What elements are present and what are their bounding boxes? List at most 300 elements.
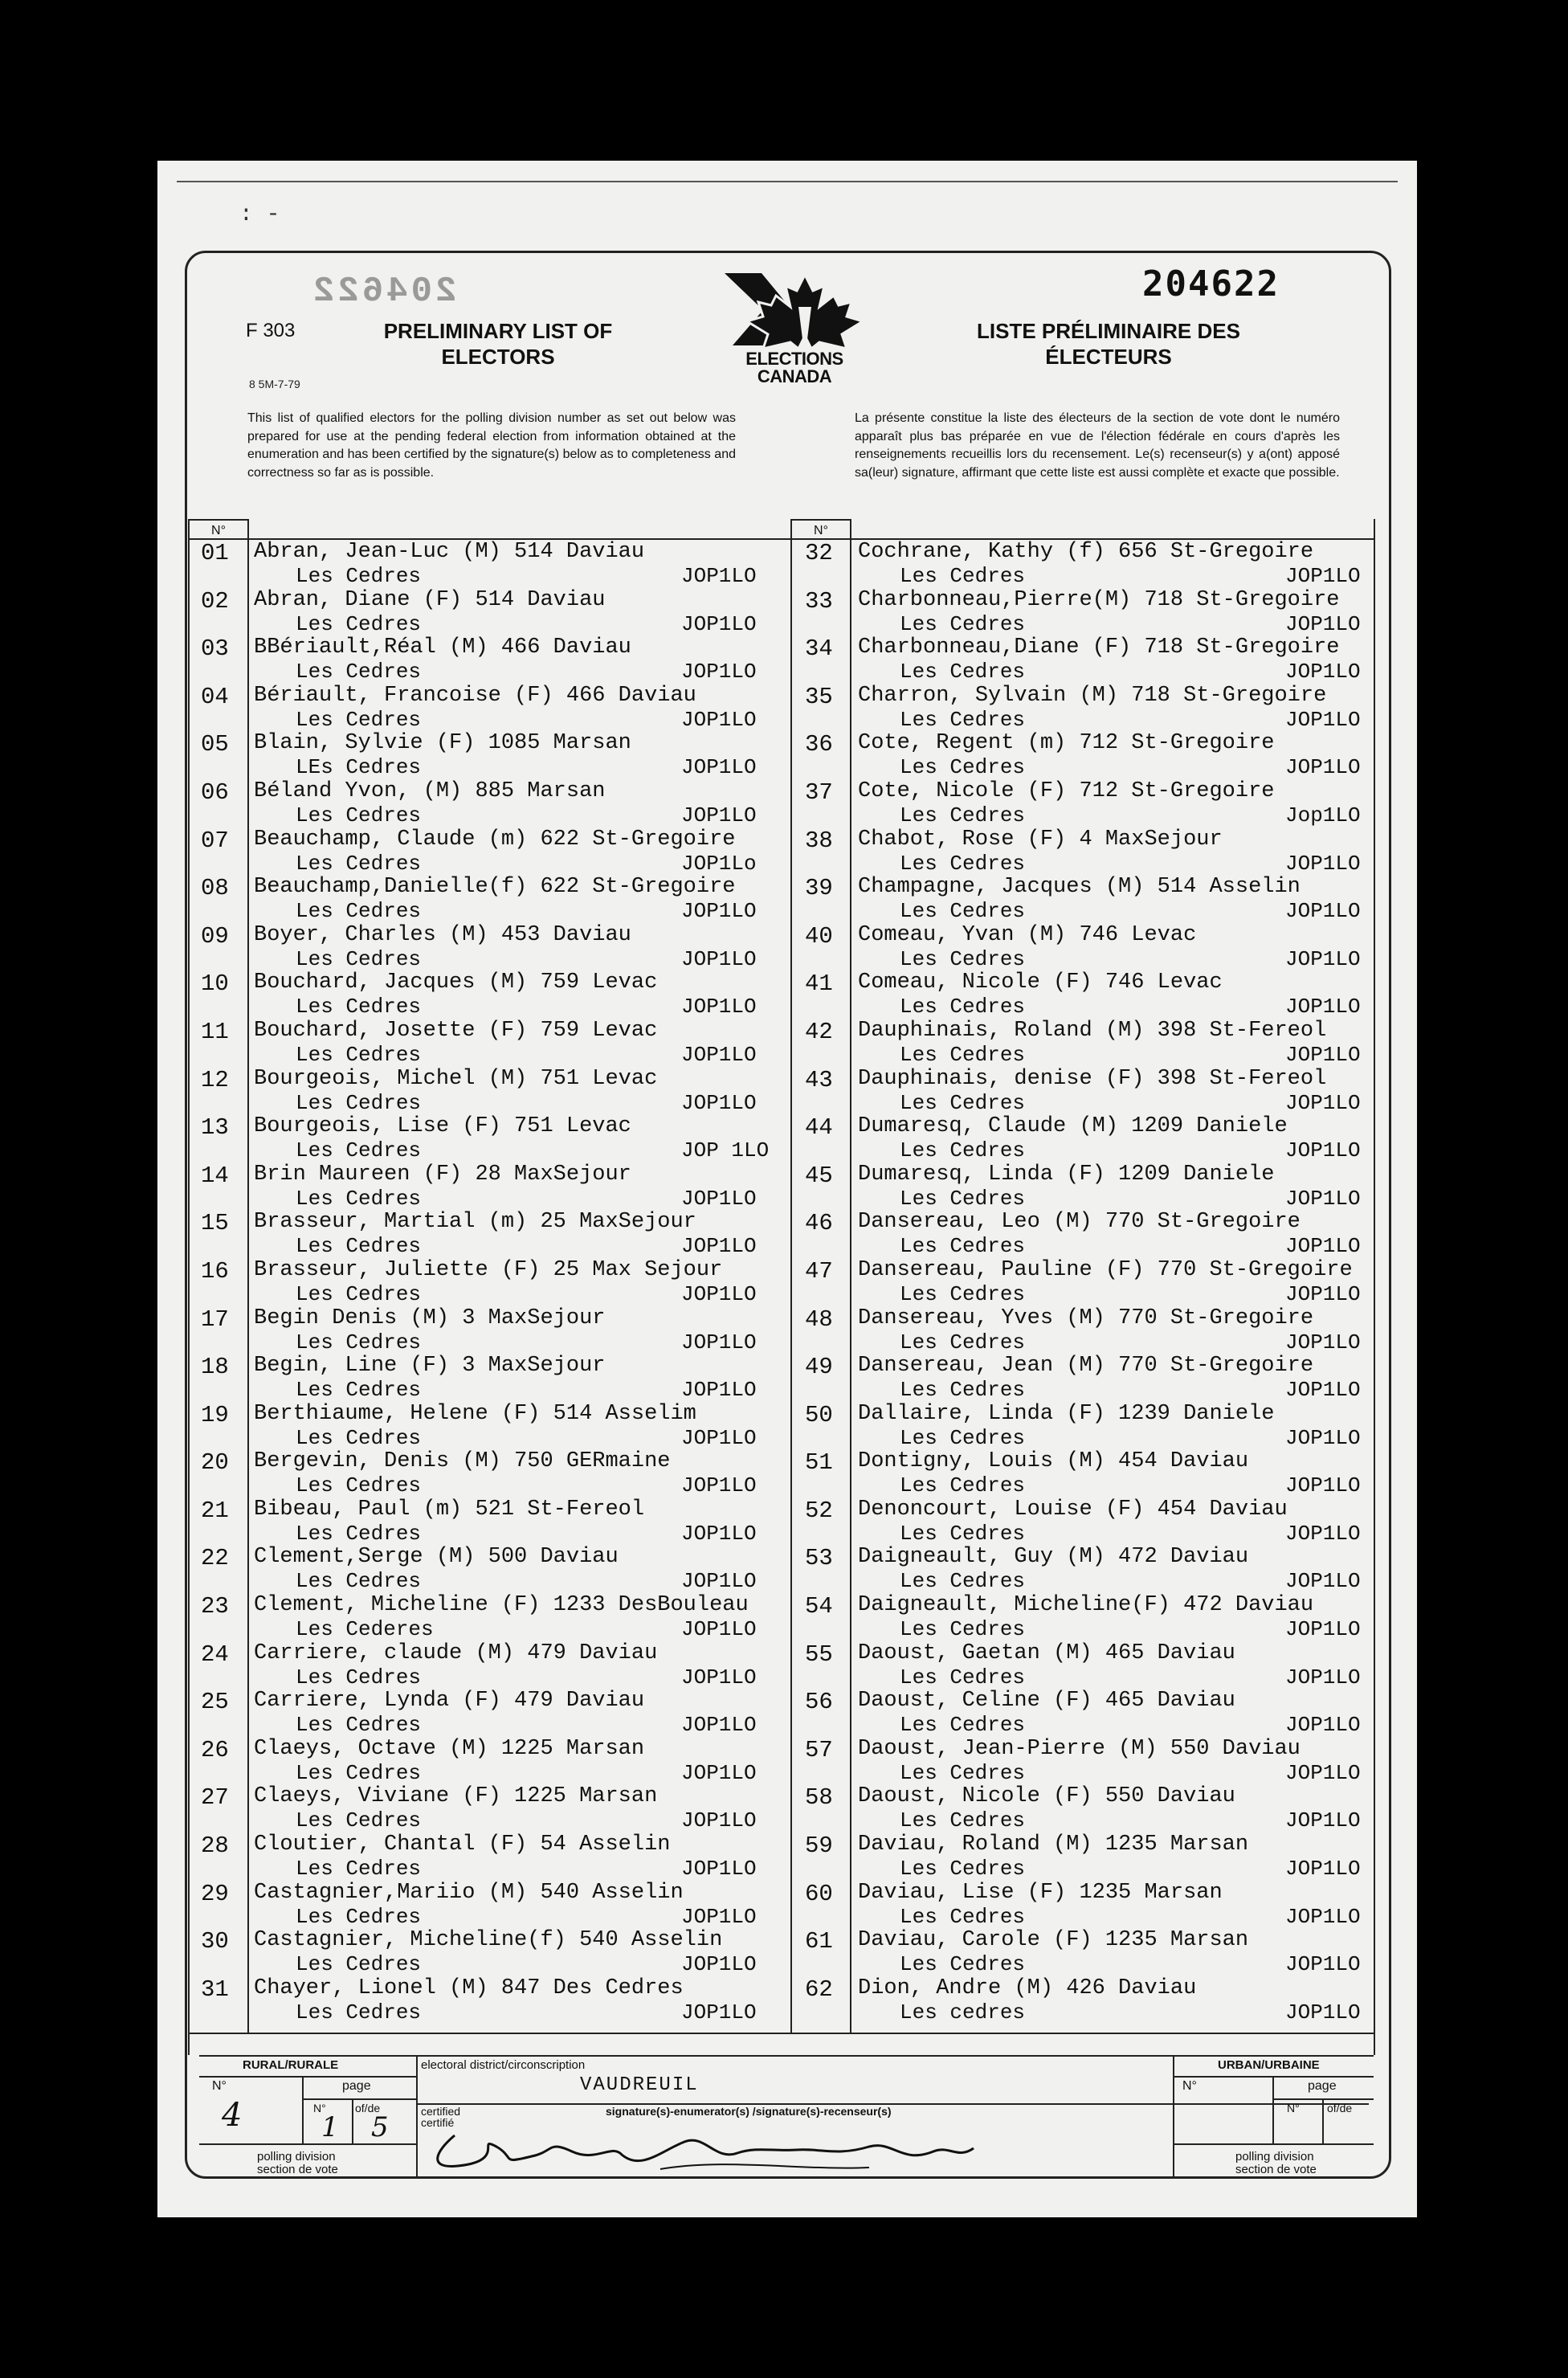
logo-line1: ELECTIONS [745,349,843,369]
elector-postal-code: JOP1LO [1285,1808,1361,1833]
elector-name-address: Champagne, Jacques (M) 514 Asselin [858,875,1301,900]
elector-name-address: Dauphinais, denise (F) 398 St-Fereol [858,1066,1327,1091]
elector-locality: Les Cedres [900,1330,1026,1354]
rural-lower-rule [199,2143,416,2145]
entry-number: 52 [805,1497,833,1524]
elector-name-address: Brin Maureen (F) 28 MaxSejour [254,1162,631,1187]
elector-postal-code: JOP1LO [681,707,757,732]
urban-polling-label-1: polling division [1235,2150,1314,2163]
elector-name-address: Abran, Diane (F) 514 Daviau [254,587,606,612]
elector-name-address: Daigneault, Guy (M) 472 Daviau [858,1545,1249,1570]
urban-no-label: N° [1182,2079,1197,2093]
urban-page-label: page [1308,2079,1337,2093]
elector-postal-code: JOP1LO [681,995,757,1019]
elector-name-address: Dauphinais, Roland (M) 398 St-Fereol [858,1018,1327,1043]
entry-number: 01 [201,540,229,566]
entry-number: 26 [201,1736,229,1763]
elector-postal-code: JOP1LO [681,899,757,924]
rural-page-divider [302,2076,304,2143]
elector-postal-code: JOP1LO [1285,660,1361,684]
urban-page-divider [1272,2076,1274,2143]
elector-locality: Les Cedres [900,1473,1026,1498]
elector-name-address: Cote, Nicole (F) 712 St-Gregoire [858,778,1275,803]
elector-name-address: Brasseur, Martial (m) 25 MaxSejour [254,1210,696,1235]
entry-number: 62 [805,1976,833,2003]
entry-number: 11 [201,1018,229,1045]
entry-number: 06 [201,778,229,806]
elector-locality: Les Cedres [900,1904,1026,1929]
elector-name-address: Claeys, Viviane (F) 1225 Marsan [254,1784,658,1809]
elector-postal-code: JOP1LO [681,1186,757,1211]
entry-number: 09 [201,922,229,950]
elector-postal-code: JOP1LO [681,1665,757,1690]
entry-number: 16 [201,1257,229,1285]
certified-label-1: certified [421,2105,461,2118]
stray-mark: : - [239,202,280,227]
entry-number: 22 [201,1545,229,1572]
elector-locality: Les Cedres [900,1521,1026,1546]
elector-name-address: Comeau, Nicole (F) 746 Levac [858,970,1223,995]
entry-number: 41 [805,970,833,998]
urban-lower-rule [1173,2143,1374,2145]
entry-number: 31 [201,1976,229,2003]
elector-name-address: Carriere, claude (M) 479 Daviau [254,1640,658,1665]
elector-postal-code: JOP1LO [1285,851,1361,876]
elector-locality: Les Cedres [900,1569,1026,1594]
entry-number: 53 [805,1545,833,1572]
rural-of-divider [352,2098,353,2143]
entry-number: 15 [201,1210,229,1237]
entry-number: 57 [805,1736,833,1763]
rural-polling-number: 4 [222,2097,243,2134]
rural-rule [199,2076,416,2078]
entry-number: 35 [805,683,833,710]
elector-name-address: Dontigny, Louis (M) 454 Daviau [858,1449,1249,1474]
district-label: electoral district/circonscription [421,2058,586,2072]
elector-postal-code: JOP 1LO [681,1138,770,1163]
elector-locality: Les Cedres [900,1808,1026,1833]
elector-postal-code: JOP1LO [1285,1473,1361,1498]
entry-number: 08 [201,875,229,902]
elector-locality: Les Cedres [900,1090,1026,1115]
serial-number: 204622 [1142,264,1280,304]
elector-postal-code: JOP1LO [681,755,757,780]
elector-locality: Les Cedres [296,1281,422,1306]
elector-postal-code: JOP1LO [1285,899,1361,924]
intro-french: La présente constitue la liste des électeurs de la section de vote dont le numéro apparaît plus bas préparée en vue de l'élection fédérale en cours d'après les renseignements recueillis lors du recensement. Le(s) recenseur(s) y a(ont) apposé sa(leur) signature, affirmant que cette liste est aussi complète et exacte que possible. [855,411,1340,480]
elector-name-address: Chayer, Lionel (M) 847 Des Cedres [254,1976,684,2000]
elector-postal-code: JOP1LO [1285,1281,1361,1306]
elector-name-address: Claeys, Octave (M) 1225 Marsan [254,1736,645,1761]
elector-postal-code: JOP1LO [681,564,757,588]
elector-postal-code: JOP1LO [681,803,757,827]
entry-number: 40 [805,922,833,950]
elector-name-address: Charbonneau,Diane (F) 718 St-Gregoire [858,635,1340,660]
elector-postal-code: JOP1LO [681,1952,757,1977]
elector-locality: Les Cedres [296,660,422,684]
urban-page-no-label: N° [1287,2102,1300,2114]
elector-locality: Les Cedres [900,803,1026,827]
elector-name-address: Clement, Micheline (F) 1233 DesBouleau [254,1593,749,1618]
elector-postal-code: JOP1LO [681,2000,757,2025]
elector-name-address: Cloutier, Chantal (F) 54 Asselin [254,1833,671,1857]
title-fr-line1: LISTE PRÉLIMINAIRE DES [977,319,1240,343]
elector-postal-code: JOP1LO [681,1569,757,1594]
elector-name-address: Dansereau, Leo (M) 770 St-Gregoire [858,1210,1301,1235]
right-table-edge [1374,519,1375,2055]
elector-locality: Les Cedres [900,1665,1026,1690]
elector-locality: Les Cedres [900,1952,1026,1977]
right-number-divider [850,519,851,2033]
elector-postal-code: JOP1LO [1285,1330,1361,1354]
title-en-line1: PRELIMINARY LIST OF [383,319,613,343]
elector-postal-code: JOP1LO [681,1521,757,1546]
entry-number: 20 [201,1449,229,1477]
elector-name-address: Charbonneau,Pierre(M) 718 St-Gregoire [858,587,1340,612]
elector-postal-code: JOP1LO [1285,1952,1361,1977]
elector-postal-code: JOP1LO [681,1713,757,1738]
elector-name-address: Bergevin, Denis (M) 750 GERmaine [254,1449,671,1474]
elector-name-address: Daoust, Nicole (F) 550 Daviau [858,1784,1235,1809]
elector-postal-code: JOP1LO [681,946,757,971]
elector-postal-code: JOP1LO [1285,1378,1361,1403]
rural-polling-label-1: polling division [257,2150,336,2163]
elector-locality: Les Cedres [900,1281,1026,1306]
entry-number: 10 [201,970,229,998]
right-number-header: N° [790,519,851,540]
elector-postal-code: JOP1LO [1285,564,1361,588]
elector-name-address: Daviau, Lise (F) 1235 Marsan [858,1880,1223,1905]
elector-name-address: Béland Yvon, (M) 885 Marsan [254,778,606,803]
entry-number: 33 [805,587,833,615]
elector-postal-code: JOP1LO [681,660,757,684]
elector-postal-code: JOP1LO [1285,1425,1361,1450]
elector-locality: Les Cedres [900,564,1026,588]
elector-locality: Les Cedres [296,1090,422,1115]
entry-number: 43 [805,1066,833,1093]
elector-locality: Les Cedres [900,1378,1026,1403]
elector-name-address: Brasseur, Juliette (F) 25 Max Sejour [254,1257,723,1282]
entry-number: 44 [805,1114,833,1142]
entry-number: 02 [201,587,229,615]
elector-locality: Les Cedres [900,1425,1026,1450]
elector-postal-code: JOP1LO [1285,1617,1361,1642]
elector-locality: Les Cedres [296,851,422,876]
logo-line2: CANADA [757,366,832,386]
elector-name-address: Bouchard, Josette (F) 759 Levac [254,1018,658,1043]
signature-label: signature(s)-enumerator(s) /signature(s)-recenseur(s) [606,2105,892,2118]
mirrored-stamp: 204622 [310,272,457,312]
entry-number: 29 [201,1880,229,1907]
elector-postal-code: JOP1LO [681,1378,757,1403]
elector-postal-code: JOP1LO [681,1473,757,1498]
elector-postal-code: JOP1LO [1285,1090,1361,1115]
elector-locality: Les Cedres [900,899,1026,924]
elector-locality: Les Cedres [900,1042,1026,1067]
entry-number: 34 [805,635,833,663]
rural-no-label: N° [212,2079,227,2093]
elector-name-address: Bibeau, Paul (m) 521 St-Fereol [254,1497,645,1522]
district-value: VAUDREUIL [580,2074,699,2096]
entry-number: 23 [201,1593,229,1620]
elector-postal-code: JOP1LO [1285,1234,1361,1259]
elector-postal-code: JOP1LO [1285,1569,1361,1594]
elector-postal-code: JOP1LO [1285,995,1361,1019]
elector-name-address: Bourgeois, Lise (F) 751 Levac [254,1114,631,1139]
elector-postal-code: JOP1LO [1285,1521,1361,1546]
elector-locality: Les Cedres [900,1713,1026,1738]
entry-number: 17 [201,1305,229,1333]
elector-locality: Les Cedres [296,707,422,732]
elector-locality: Les Cedres [296,1138,422,1163]
elector-name-address: Denoncourt, Louise (F) 454 Daviau [858,1497,1288,1522]
elector-postal-code: JOP1LO [1285,755,1361,780]
entry-number: 54 [805,1593,833,1620]
center-divider-a [790,519,792,2033]
elector-name-address: Charron, Sylvain (M) 718 St-Gregoire [858,683,1327,708]
elector-locality: Les Cedres [900,660,1026,684]
elector-locality: Les Cedres [296,2000,422,2025]
entry-number: 42 [805,1018,833,1045]
entry-number: 25 [201,1689,229,1716]
elector-name-address: Begin Denis (M) 3 MaxSejour [254,1305,606,1330]
entry-number: 47 [805,1257,833,1285]
entry-number: 50 [805,1401,833,1428]
elector-locality: Les cedres [900,2000,1026,2025]
entry-number: 13 [201,1114,229,1142]
entry-number: 61 [805,1928,833,1955]
rural-page-total: 5 [371,2111,389,2143]
elector-postal-code: JOP1LO [1285,946,1361,971]
entry-number: 38 [805,827,833,854]
elector-locality: Les Cedres [900,1186,1026,1211]
elector-name-address: BBériault,Réal (M) 466 Daviau [254,635,631,660]
elector-locality: Les Cedres [296,1330,422,1354]
elector-name-address: Cochrane, Kathy (f) 656 St-Gregoire [858,540,1314,564]
urban-polling-label-2: section de vote [1235,2163,1317,2176]
elector-postal-code: JOP1LO [1285,1042,1361,1067]
elector-locality: Les Cedres [296,1521,422,1546]
elector-locality: Les Cedres [900,707,1026,732]
rural-divider [416,2055,418,2179]
elector-name-address: Dallaire, Linda (F) 1239 Daniele [858,1401,1275,1426]
entry-number: 18 [201,1354,229,1381]
rural-page-no-label: N° [313,2102,326,2114]
elector-locality: Les Cedres [296,899,422,924]
entry-number: 19 [201,1401,229,1428]
elector-postal-code: JOP1LO [1285,707,1361,732]
entry-number: 04 [201,683,229,710]
elector-locality: LEs Cedres [296,755,422,780]
elector-locality: Les Cedres [296,1425,422,1450]
elector-locality: Les Cedres [296,1378,422,1403]
entry-number: 39 [805,875,833,902]
elector-name-address: Cote, Regent (m) 712 St-Gregoire [858,731,1275,756]
entry-number: 36 [805,731,833,758]
elector-postal-code: JOP1LO [681,1330,757,1354]
elector-locality: Les Cedres [296,1042,422,1067]
elector-name-address: Bouchard, Jacques (M) 759 Levac [254,970,658,995]
top-rule [177,181,1398,182]
elector-name-address: Daoust, Celine (F) 465 Daviau [858,1689,1235,1714]
entry-number: 21 [201,1497,229,1524]
entry-number: 30 [201,1928,229,1955]
elector-name-address: Daoust, Gaetan (M) 465 Daviau [858,1640,1235,1665]
elector-locality: Les Cedres [296,803,422,827]
elector-postal-code: JOP1LO [681,611,757,636]
entry-number: 45 [805,1162,833,1189]
elector-postal-code: JOP1LO [681,1904,757,1929]
elector-name-address: Dansereau, Yves (M) 770 St-Gregoire [858,1305,1314,1330]
elector-name-address: Castagnier, Micheline(f) 540 Asselin [254,1928,723,1953]
rural-polling-label-2: section de vote [257,2163,338,2176]
elector-postal-code: JOP1LO [681,1425,757,1450]
elector-name-address: Berthiaume, Helene (F) 514 Asselim [254,1401,696,1426]
elector-postal-code: Jop1LO [1285,803,1361,827]
elector-locality: Les Cedres [296,1808,422,1833]
entry-number: 37 [805,778,833,806]
elector-name-address: Carriere, Lynda (F) 479 Daviau [254,1689,645,1714]
entry-number: 32 [805,540,833,566]
enumerator-signature [419,2119,1006,2176]
elector-name-address: Daviau, Roland (M) 1235 Marsan [858,1833,1249,1857]
entry-number: 56 [805,1689,833,1716]
elector-locality: Les Cedres [900,755,1026,780]
elector-locality: Les Cedres [296,1234,422,1259]
title-fr-line2: ÉLECTEURS [1045,345,1172,369]
elector-postal-code: JOP1LO [1285,1138,1361,1163]
elector-locality: Les Cedres [296,1857,422,1882]
elector-postal-code: JOP1LO [681,1857,757,1882]
elector-postal-code: JOP1LO [681,1760,757,1785]
title-en-line2: ELECTORS [441,345,555,369]
elector-name-address: Dumaresq, Linda (F) 1209 Daniele [858,1162,1275,1187]
footer-top-rule [199,2055,1374,2057]
elector-postal-code: JOP1LO [1285,1186,1361,1211]
left-number-header: N° [188,519,249,540]
elector-postal-code: JOP1LO [1285,1760,1361,1785]
elector-locality: Les Cedres [900,946,1026,971]
entry-number: 14 [201,1162,229,1189]
elector-locality: Les Cedres [296,1473,422,1498]
rural-of-label: of/de [355,2102,381,2114]
entry-number: 46 [805,1210,833,1237]
elector-locality: Les Cedres [296,1904,422,1929]
elector-locality: Les Cedres [296,995,422,1019]
elector-name-address: Abran, Jean-Luc (M) 514 Daviau [254,540,645,564]
elector-name-address: Clement,Serge (M) 500 Daviau [254,1545,619,1570]
footer [199,2055,1374,2179]
elector-postal-code: JOP1LO [681,1617,757,1642]
certified-label-2: certifié [421,2116,455,2129]
elector-name-address: Daoust, Jean-Pierre (M) 550 Daviau [858,1736,1301,1761]
title-english [353,318,643,370]
left-number-divider [247,519,249,2033]
entry-number: 27 [201,1784,229,1812]
elector-postal-code: JOP1LO [1285,1857,1361,1882]
elector-postal-code: JOP1LO [681,1042,757,1067]
elector-name-address: Begin, Line (F) 3 MaxSejour [254,1354,606,1379]
elector-name-address: Blain, Sylvie (F) 1085 Marsan [254,731,631,756]
elector-postal-code: JOP1LO [681,1090,757,1115]
elector-locality: Les Cedres [296,1186,422,1211]
form-code: F 303 [246,320,296,341]
elector-name-address: Daviau, Carole (F) 1235 Marsan [858,1928,1249,1953]
urban-divider [1173,2055,1174,2179]
entry-number: 51 [805,1449,833,1477]
elector-locality: Les Cedres [296,1952,422,1977]
elector-postal-code: JOP1LO [1285,1904,1361,1929]
elector-locality: Les Cedres [900,1760,1026,1785]
elector-locality: Les Cedres [900,1234,1026,1259]
elector-name-address: Daigneault, Micheline(F) 472 Daviau [858,1593,1314,1618]
elector-name-address: Bériault, Francoise (F) 466 Daviau [254,683,696,708]
form-date: 8 5M-7-79 [249,378,300,390]
elector-name-address: Beauchamp,Danielle(f) 622 St-Gregoire [254,875,736,900]
elector-name-address: Boyer, Charles (M) 453 Daviau [254,922,631,947]
left-table-edge [188,519,190,2055]
elector-locality: Les Cedres [900,1138,1026,1163]
elector-postal-code: JOP1LO [1285,1665,1361,1690]
entry-number: 05 [201,731,229,758]
entry-number: 60 [805,1880,833,1907]
rural-page-number: 1 [321,2111,339,2143]
elector-locality: Les Cedres [296,1665,422,1690]
elector-locality: Les Cedres [900,1617,1026,1642]
elector-locality: Les Cedres [296,611,422,636]
logo-text [710,350,879,386]
entry-number: 55 [805,1640,833,1668]
entry-number: 12 [201,1066,229,1093]
elector-locality: Les Cedres [296,1713,422,1738]
elector-name-address: Castagnier,Mariio (M) 540 Asselin [254,1880,684,1905]
entry-number: 59 [805,1833,833,1860]
elector-name-address: Dumaresq, Claude (M) 1209 Daniele [858,1114,1288,1139]
elector-locality: Les Cedres [296,564,422,588]
title-french [932,318,1285,370]
rural-label: RURAL/RURALE [243,2058,339,2072]
rural-page-rule [302,2098,416,2100]
urban-label: URBAN/URBAINE [1218,2058,1320,2072]
elector-locality: Les Cedres [900,851,1026,876]
elector-name-address: Dion, Andre (M) 426 Daviau [858,1976,1197,2000]
elector-postal-code: JOP1LO [681,1234,757,1259]
elector-locality: Les Cedres [900,995,1026,1019]
entry-number: 49 [805,1354,833,1381]
urban-of-label: of/de [1327,2102,1353,2114]
elector-name-address: Chabot, Rose (F) 4 MaxSejour [858,827,1223,852]
elector-postal-code: JOP1LO [1285,611,1361,636]
entry-number: 28 [201,1833,229,1860]
rural-page-label: page [342,2079,371,2093]
elector-name-address: Bourgeois, Michel (M) 751 Levac [254,1066,658,1091]
elector-postal-code: JOP1LO [681,1808,757,1833]
intro-english: This list of qualified electors for the polling division number as set out below was prepared for use at the pending federal election from information obtained at the enumeration and has been certified by the signature(s) below as to completeness and correctness so far as is possible. [247,411,736,480]
district-rule [416,2103,1369,2105]
elector-name-address: Dansereau, Jean (M) 770 St-Gregoire [858,1354,1314,1379]
elector-locality: Les Cedres [900,1857,1026,1882]
elector-locality: Les Cederes [296,1617,434,1642]
elector-name-address: Comeau, Yvan (M) 746 Levac [858,922,1197,947]
urban-of-divider [1322,2098,1324,2143]
elector-locality: Les Cedres [296,1569,422,1594]
entry-number: 48 [805,1305,833,1333]
elector-name-address: Beauchamp, Claude (m) 622 St-Gregoire [254,827,736,852]
entry-number: 58 [805,1784,833,1812]
elector-name-address: Dansereau, Pauline (F) 770 St-Gregoire [858,1257,1353,1282]
elector-postal-code: JOP1LO [1285,1713,1361,1738]
elector-locality: Les Cedres [296,946,422,971]
